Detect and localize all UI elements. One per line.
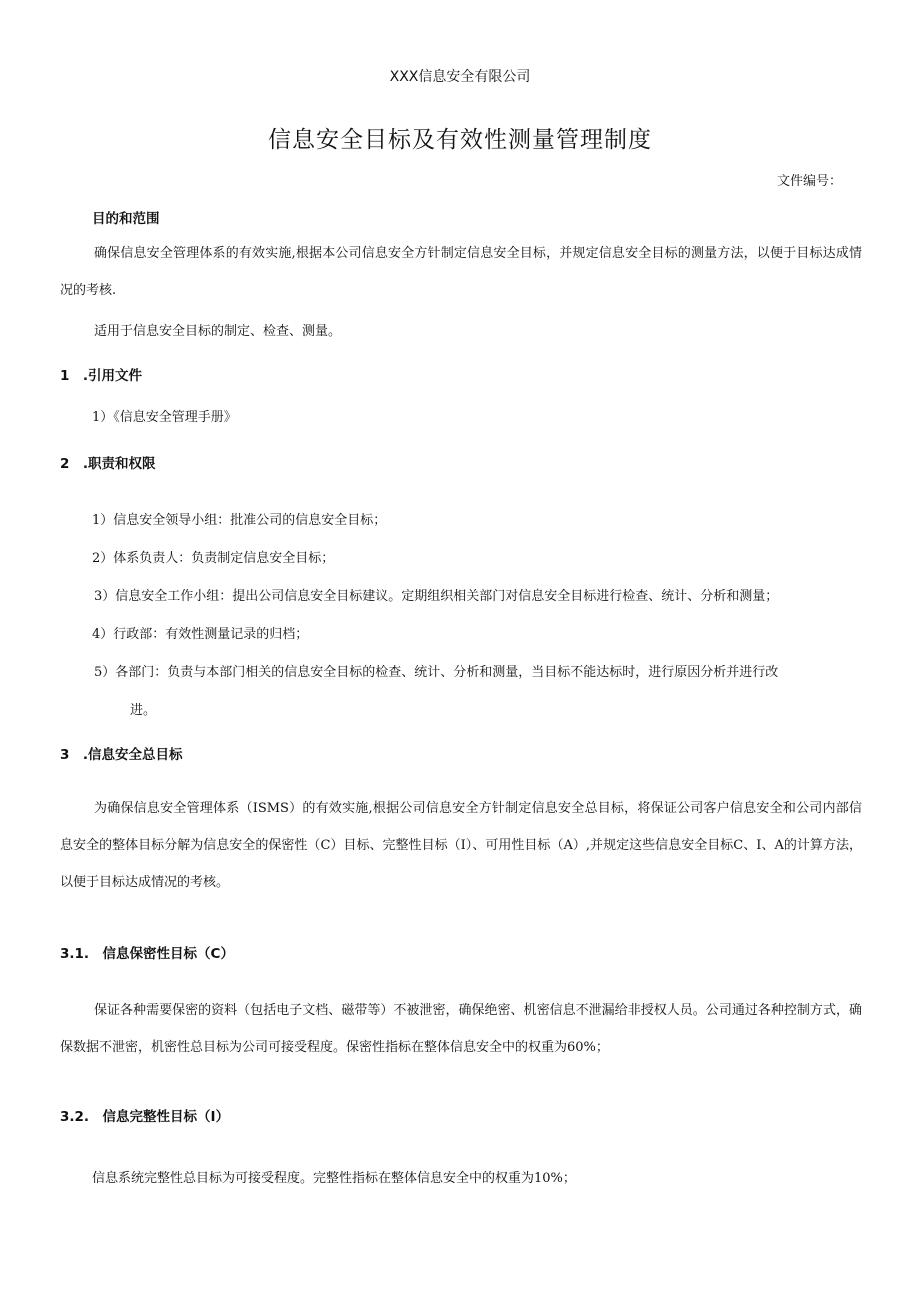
responsibility-item-3: 3）信息安全工作小组：提出公司信息安全目标建议。定期组织相关部门对信息安全目标进行检查、统计、分析和测量；	[94, 589, 779, 604]
section-1-heading: 1 .引用文件	[60, 368, 143, 384]
section-3-2-heading: 3.2. 信息完整性目标（I）	[60, 1109, 230, 1125]
overall-goal-paragraph: 为确保信息安全管理体系（ISMS）的有效实施,根据公司信息安全方针制定信息安全总目标，将保证公司客户信息安全和公司内部信息安全的整体目标分解为信息安全的保密性（C）目标、完整性目标（I）、可用性目标（A）,并规定这些信息安全目标C、I、A的计算方法，以便于目标达成情况的考核。	[60, 801, 862, 890]
responsibility-item-4: 4）行政部：有效性测量记录的归档；	[92, 627, 309, 642]
document-title: 信息安全目标及有效性测量管理制度	[268, 127, 652, 153]
section-3-1-heading: 3.1. 信息保密性目标（C）	[60, 946, 234, 962]
document-number-label: 文件编号：	[776, 174, 842, 189]
section-2-heading: 2 .职责和权限	[60, 456, 156, 472]
responsibility-item-5: 5）各部门：负责与本部门相关的信息安全目标的检查、统计、分析和测量，当目标不能达标时，进行原因分析并进行改	[94, 665, 779, 680]
purpose-paragraph: 确保信息安全管理体系的有效实施,根据本公司信息安全方针制定信息安全目标，并规定信息安全目标的测量方法，以便于目标达成情况的考核.	[60, 246, 862, 298]
integrity-paragraph: 信息系统完整性总目标为可接受程度。完整性指标在整体信息安全中的权重为10%；	[92, 1171, 576, 1186]
company-name: XXX信息安全有限公司	[389, 69, 531, 85]
scope-paragraph: 适用于信息安全目标的制定、检查、测量。	[94, 324, 342, 339]
responsibility-item-5-continued: 进。	[130, 703, 157, 718]
section-3-heading: 3 .信息安全总目标	[60, 747, 183, 763]
purpose-heading: 目的和范围	[92, 211, 160, 227]
reference-item-1: 1）《信息安全管理手册》	[92, 410, 237, 425]
confidentiality-paragraph: 保证各种需要保密的资料（包括电子文档、磁带等）不被泄密，确保绝密、机密信息不泄漏给非授权人员。公司通过各种控制方式，确保数据不泄密，机密性总目标为公司可接受程度。保密性指标在整体信息安全中的权重为60%；	[60, 1003, 862, 1055]
responsibility-item-2: 2）体系负责人：负责制定信息安全目标；	[92, 551, 335, 566]
responsibility-item-1: 1）信息安全领导小组：批准公司的信息安全目标；	[92, 513, 387, 528]
